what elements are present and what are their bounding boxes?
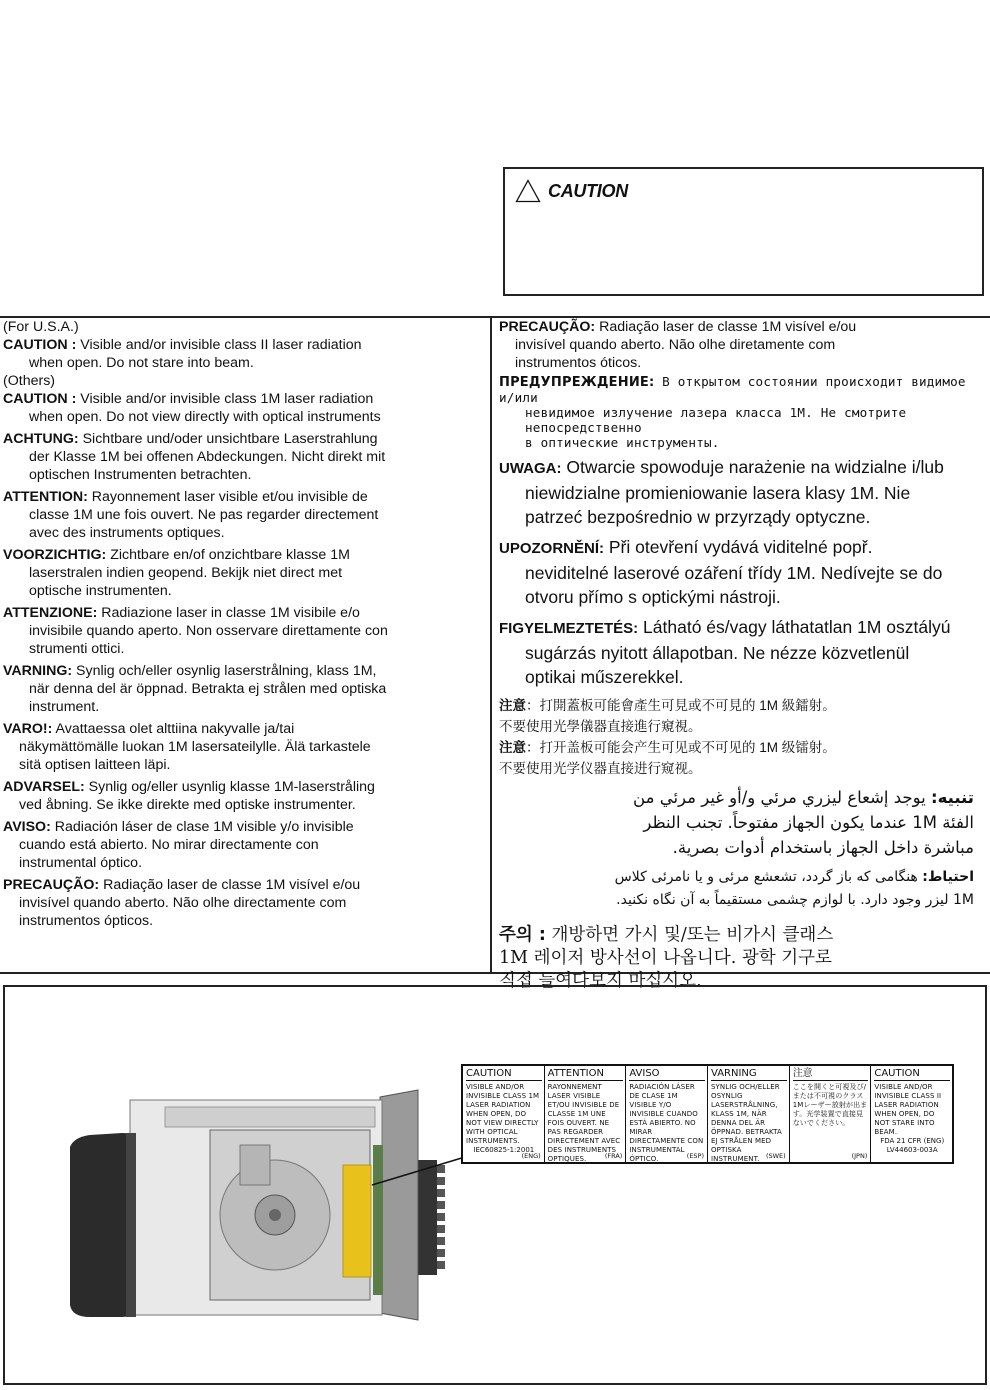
label-cell-heading: VARNING <box>711 1068 787 1081</box>
warning-persian <box>499 866 974 912</box>
warning-text: Synlig og/eller usynlig klasse 1M-laserstråling <box>84 779 375 795</box>
warning-portuguese <box>3 876 485 930</box>
warning-usa <box>3 336 485 372</box>
label-cell-body: ここを開くと可視及び/または不可視のクラス1Mレーザー放射が出ます。光学装置で直接見ないでください。 <box>792 1083 868 1127</box>
pickup-unit <box>240 1145 270 1185</box>
warning-label: FIGYELMEZTETÉS: <box>499 620 639 637</box>
region-others <box>3 372 485 390</box>
warning-russian <box>499 374 987 450</box>
warning-text: Visible and/or invisible class 1M laser radiation <box>76 391 374 407</box>
warning-text: invisível quando aberto. Não olhe diretamente com <box>515 337 836 353</box>
warning-text: sitä optisen laitteen läpi. <box>19 757 171 773</box>
label-cell-lang-tag: (SWE) <box>765 1152 786 1160</box>
warning-label: VARNING: <box>3 663 73 679</box>
warning-text: sugárzás nyitott állapotban. Ne nézze közvetlenül <box>525 643 910 663</box>
warning-chinese-simplified <box>499 737 987 779</box>
label-cell-heading: 注意 <box>793 1068 869 1081</box>
warning-text: 1M لیزر وجود دارد. با لوازم چشمی مستقیماً به آن نگاه نکنید. <box>616 892 974 908</box>
warning-text: ：打开盖板可能会产生可见或不可见的 1M 级镭射。 <box>526 740 836 755</box>
rear-connector <box>417 1160 437 1275</box>
warning-label: CAUTION : <box>3 337 77 353</box>
label-cell-body: VISIBLE AND/OR INVISIBLE CLASS 1M LASER RADIATION WHEN OPEN, DO NOT VIEW DIRECTLY WITH OPTICAL INSTRUMENTS. <box>466 1083 540 1145</box>
warning-text: when open. Do not stare into beam. <box>29 355 254 371</box>
warning-text: Sichtbare und/oder unsichtbare Laserstrahlung <box>78 431 378 447</box>
warning-text: Zichtbare en/of onzichtbare klasse 1M <box>106 547 350 563</box>
label-cell-heading: AVISO <box>629 1068 705 1081</box>
warning-text: optische instrumenten. <box>29 583 172 599</box>
warning-label: VOORZICHTIG: <box>3 547 107 563</box>
warning-text: otvoru přímo s optickými nástroji. <box>525 587 781 607</box>
pcb-edge <box>373 1145 383 1295</box>
connector-pins <box>437 1165 445 1269</box>
warning-text: instrumental óptico. <box>19 855 143 871</box>
label-cell-code: IEC60825-1:2001 <box>473 1146 535 1154</box>
warning-swedish <box>3 662 485 716</box>
warning-text: classe 1M une fois ouvert. Ne pas regarder directement <box>29 507 379 523</box>
warning-label: ADVARSEL: <box>3 779 85 795</box>
warning-text: strumenti ottici. <box>29 641 125 657</box>
warning-text: Radiação laser de classe 1M visível e/ou <box>99 877 361 893</box>
warning-text: patrzeć bezpośrednio w przyrządy optyczne. <box>525 507 871 527</box>
label-cell-heading: CAUTION <box>874 1068 950 1081</box>
label-cell-lang-tag: (JPN) <box>851 1152 868 1160</box>
label-cell-usa <box>871 1066 952 1162</box>
label-cell-english <box>463 1066 545 1162</box>
region-usa-text: (For U.S.A.) <box>3 319 79 335</box>
warning-text: näkymättömälle luokan 1M lasersateilylle. Älä tarkastele <box>19 739 371 755</box>
warning-label: PRECAUÇÃO: <box>499 319 596 335</box>
warning-text: Visible and/or invisible class II laser radiation <box>76 337 362 353</box>
warning-others <box>3 390 485 426</box>
warning-text: ved åbning. Se ikke direkte med optiske instrumenter. <box>19 797 356 813</box>
region-usa <box>3 318 485 336</box>
warnings-left-column <box>3 318 485 934</box>
warning-text: optischen Instrumenten betrachten. <box>29 467 252 483</box>
warning-text: ：打開蓋板可能會產生可見或不可見的 1M 級鐳射。 <box>526 698 836 713</box>
warning-dutch <box>3 546 485 600</box>
warning-text: В открытом состоянии происходит видимое и/или <box>499 374 966 405</box>
warning-finnish <box>3 720 485 774</box>
warning-danish <box>3 778 485 814</box>
warning-text: Látható és/vagy láthatatlan 1M osztályú <box>638 617 951 637</box>
warning-chinese-traditional <box>499 695 987 737</box>
warning-hungarian <box>499 615 987 689</box>
warning-label: تنبيه: <box>930 788 974 807</box>
label-cell-body: SYNLIG OCH/ELLER OSYNLIG LASERSTRÅLNING, KLASS 1M, NÄR DENNA DEL ÄR ÖPPNAD. BETRAKTA EJ STRÅLEN MED OPTISKA INSTRUMENT. <box>711 1083 782 1162</box>
warning-label: ATTENZIONE: <box>3 605 98 621</box>
warning-text: Synlig och/eller osynlig laserstrålning, klass 1M, <box>72 663 377 679</box>
warning-text: 개방하면 가시 및/또는 비가시 클래스 <box>545 925 834 945</box>
warning-german <box>3 430 485 484</box>
warning-text: Rayonnement laser visible et/ou invisible de <box>87 489 368 505</box>
warning-label: 注意 <box>499 740 526 755</box>
label-cell-swedish <box>708 1066 790 1162</box>
warning-text: when open. Do not view directly with optical instruments <box>29 409 381 425</box>
warning-text: Radiazione laser in classe 1M visibile e/o <box>97 605 360 621</box>
faceplate-edge <box>126 1133 136 1317</box>
warning-label: ATTENTION: <box>3 489 88 505</box>
warning-label: احتیاط: <box>922 869 974 885</box>
spindle-center <box>269 1209 281 1221</box>
caution-title: CAUTION <box>548 180 628 201</box>
warning-text: invisível quando aberto. Não olhe directamente com <box>19 895 347 911</box>
warning-label: 注意 <box>499 698 526 713</box>
warning-text: Při otevření vydává viditelné popř. <box>604 537 873 557</box>
warning-spanish <box>3 818 485 872</box>
warning-text: niewidzialne promieniowanie lasera klasy 1M. Nie <box>525 483 911 503</box>
warning-label: VARO!: <box>3 721 53 737</box>
caution-header <box>515 179 628 203</box>
warning-brazilian-portuguese <box>499 318 987 372</box>
warning-czech <box>499 535 987 609</box>
warning-text: instrumentos ópticos. <box>19 913 154 929</box>
warning-triangle-icon <box>515 179 541 203</box>
label-cell-body: VISIBLE AND/OR INVISIBLE CLASS II LASER RADIATION WHEN OPEN, DO NOT STARE INTO BEAM. <box>874 1083 942 1136</box>
cd-unit-illustration <box>60 1085 480 1325</box>
warning-text: 不要使用光學儀器直接進行窺視。 <box>499 719 702 734</box>
caution-box <box>503 167 984 296</box>
warning-text: när denna del är öppnad. Betrakta ej strålen med optiska <box>29 681 387 697</box>
label-cell-lang-tag: (ESP) <box>686 1152 705 1160</box>
chassis-side-plate <box>380 1090 418 1320</box>
warning-text: instrument. <box>29 699 100 715</box>
label-cell-lang-tag: (ENG) <box>521 1152 541 1160</box>
warning-label: AVISO: <box>3 819 51 835</box>
label-cell-body: RADIACIÓN LÁSER DE CLASE 1M VISIBLE Y/O INVISIBLE CUANDO ESTÁ ABIERTO. NO MIRAR DIRECTAMENTE CON INSTRUMENTAL ÓPTICO. <box>629 1083 704 1162</box>
warning-label: ПРЕДУПРЕЖДЕНИЕ: <box>499 375 655 390</box>
region-others-text: (Others) <box>3 373 56 389</box>
warning-text: optikai műszerekkel. <box>525 667 684 687</box>
warning-arabic <box>499 785 974 860</box>
warning-text: 不要使用光学仪器直接进行窥视。 <box>499 761 702 776</box>
warnings-column-divider <box>490 316 492 972</box>
warning-text: الفئة 1M عندما يكون الجهاز مفتوحاً. تجنب النظر <box>643 813 974 832</box>
laser-warning-sticker <box>343 1165 371 1277</box>
warning-text: Radiación láser de clase 1M visible y/o invisible <box>50 819 354 835</box>
label-cell-heading: ATTENTION <box>548 1068 624 1081</box>
warning-label: UPOZORNĚNÍ: <box>499 540 604 557</box>
label-cell-lang-tag: (FRA) <box>604 1152 623 1160</box>
chassis-top-rail <box>165 1107 375 1127</box>
label-cell-spanish <box>626 1066 708 1162</box>
label-cell-french <box>545 1066 627 1162</box>
warning-text: Otwarcie spowoduje narażenie na widzialne i/lub <box>561 457 944 477</box>
label-cell-body: RAYONNEMENT LASER VISIBLE ET/OU INVISIBLE DE CLASSE 1M UNE FOIS OUVERT. NE PAS REGARDER DIRECTEMENT AVEC DES INSTRUMENTS OPTIQUES. <box>547 1083 621 1162</box>
front-faceplate <box>70 1133 135 1317</box>
warning-label: CAUTION : <box>3 391 77 407</box>
warning-label: ACHTUNG: <box>3 431 79 447</box>
label-cell-japanese <box>790 1066 872 1162</box>
label-cell-code: FDA 21 CFR (ENG) LV44603-003A <box>880 1137 945 1154</box>
warning-text: 1M 레이저 방사선이 나옵니다. 광학 기구로 <box>499 948 832 968</box>
label-cell-heading: CAUTION <box>466 1068 542 1081</box>
warning-text: يوجد إشعاع ليزري مرئي و/أو غير مرئي من <box>633 788 931 807</box>
laser-warning-label-strip <box>461 1064 954 1164</box>
warning-text: Radiação laser de classe 1M visível e/ou <box>595 319 857 335</box>
warning-italian <box>3 604 485 658</box>
warning-text: в оптические инструменты. <box>525 435 720 450</box>
warning-text: Avattaessa olet alttiina nakyvalle ja/tai <box>52 721 295 737</box>
warning-label: PRECAUÇÃO: <box>3 877 100 893</box>
warning-text: laserstralen indien geopend. Bekijk niet direct met <box>29 565 343 581</box>
warning-korean <box>499 924 899 993</box>
warning-polish <box>499 455 987 529</box>
warning-text: neviditelné laserové ozáření třídy 1M. Nedívejte se do <box>525 563 943 583</box>
warning-text: 직접 들여다보지 마십시오. <box>499 971 702 991</box>
warning-text: مباشرة داخل الجهاز باستخدام أدوات بصرية. <box>672 838 974 857</box>
warning-french <box>3 488 485 542</box>
warning-text: avec des instruments optiques. <box>29 525 225 541</box>
warnings-right-column <box>499 318 987 993</box>
warning-label: 주의 : <box>499 925 546 945</box>
warning-text: هنگامی که باز گردد، تشعشع مرئی و یا نامرئی کلاس <box>614 869 923 885</box>
warning-text: cuando está abierto. No mirar directamente con <box>19 837 319 853</box>
warning-text: instrumentos óticos. <box>515 355 642 371</box>
warning-text: invisibile quando aperto. Non osservare direttamente con <box>29 623 388 639</box>
warning-label: UWAGA: <box>499 460 562 477</box>
warning-text: невидимое излучение лазера класса 1M. Не смотрите непосредственно <box>525 405 907 435</box>
warning-text: der Klasse 1M bei offenen Abdeckungen. Nicht direkt mit <box>29 449 386 465</box>
